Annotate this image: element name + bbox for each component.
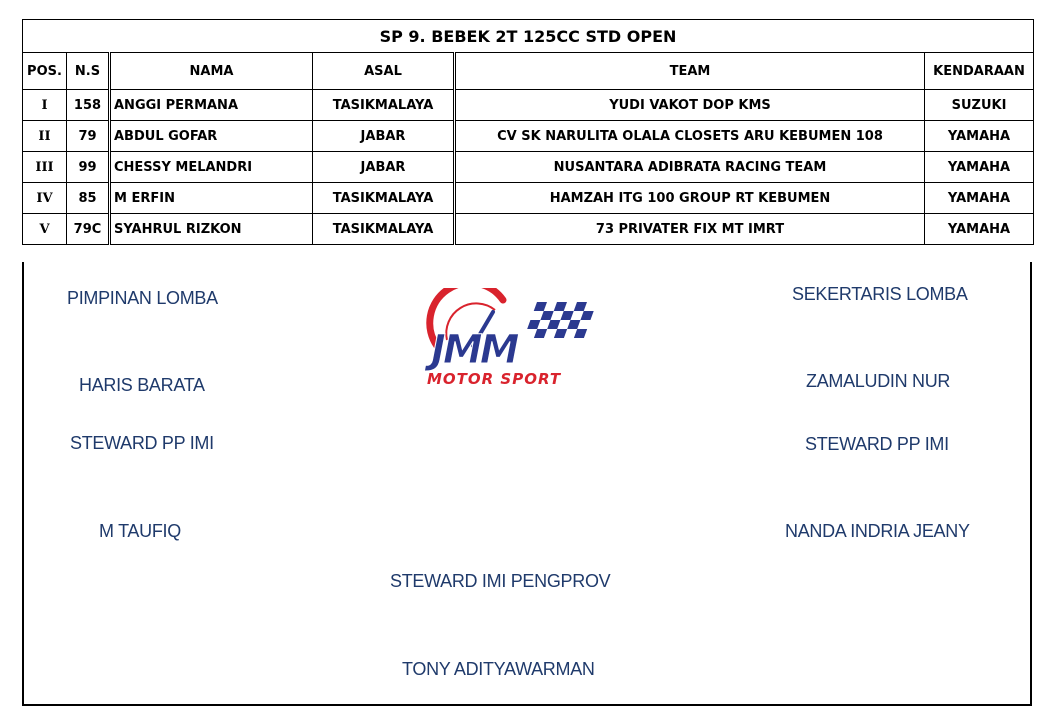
steward-left-title: STEWARD PP IMI (70, 433, 214, 453)
results-table (22, 19, 1034, 245)
cell-nama: M ERFIN (110, 183, 313, 214)
cell-kendaraan: YAMAHA (925, 152, 1034, 183)
header-pos: POS. (23, 53, 67, 90)
cell-ns: 85 (67, 183, 110, 214)
logo-graphic (425, 288, 615, 388)
cell-ns: 158 (67, 90, 110, 121)
cell-ns: 99 (67, 152, 110, 183)
cell-nama: ABDUL GOFAR (110, 121, 313, 152)
cell-kendaraan: YAMAHA (925, 183, 1034, 214)
sekertaris-title: SEKERTARIS LOMBA (792, 284, 968, 304)
cell-ns: 79 (67, 121, 110, 152)
cell-asal: JABAR (313, 152, 455, 183)
steward-right-title: STEWARD PP IMI (805, 434, 949, 454)
cell-kendaraan: SUZUKI (925, 90, 1034, 121)
header-asal: ASAL (313, 53, 455, 90)
cell-kendaraan: YAMAHA (925, 121, 1034, 152)
cell-ns: 79C (67, 214, 110, 245)
checkered-flag-icon (524, 302, 597, 338)
cell-team: NUSANTARA ADIBRATA RACING TEAM (455, 152, 925, 183)
pimpinan-title: PIMPINAN LOMBA (67, 288, 218, 308)
steward-right-name: NANDA INDRIA JEANY (785, 521, 970, 541)
header-ns: N.S (67, 53, 110, 90)
cell-team: HAMZAH ITG 100 GROUP RT KEBUMEN (455, 183, 925, 214)
table-title: SP 9. BEBEK 2T 125CC STD OPEN (23, 20, 1034, 53)
cell-asal: TASIKMALAYA (313, 214, 455, 245)
table-row (23, 90, 1034, 121)
jmm-motorsport-logo (425, 288, 615, 388)
table-row (23, 214, 1034, 245)
pimpinan-name: HARIS BARATA (79, 375, 205, 395)
cell-asal: JABAR (313, 121, 455, 152)
cell-pos: III (23, 152, 67, 183)
steward-center-name: TONY ADITYAWARMAN (402, 659, 595, 679)
header-team: TEAM (455, 53, 925, 90)
cell-pos: II (23, 121, 67, 152)
cell-team: CV SK NARULITA OLALA CLOSETS ARU KEBUMEN 108 (455, 121, 925, 152)
table-row (23, 121, 1034, 152)
table-title-row (23, 20, 1034, 53)
cell-asal: TASIKMALAYA (313, 183, 455, 214)
cell-kendaraan: YAMAHA (925, 214, 1034, 245)
sekertaris-name: ZAMALUDIN NUR (806, 371, 951, 391)
steward-left-name: M TAUFIQ (99, 521, 181, 541)
logo-text: JMM (431, 327, 517, 373)
steward-center-title: STEWARD IMI PENGPROV (390, 571, 611, 591)
table-header-row (23, 53, 1034, 90)
cell-pos: V (23, 214, 67, 245)
cell-team: YUDI VAKOT DOP KMS (455, 90, 925, 121)
table-row (23, 152, 1034, 183)
cell-team: 73 PRIVATER FIX MT IMRT (455, 214, 925, 245)
cell-asal: TASIKMALAYA (313, 90, 455, 121)
cell-nama: SYAHRUL RIZKON (110, 214, 313, 245)
table-row (23, 183, 1034, 214)
cell-pos: I (23, 90, 67, 121)
cell-pos: IV (23, 183, 67, 214)
logo-subtitle: MOTOR SPORT (427, 370, 562, 388)
cell-nama: ANGGI PERMANA (110, 90, 313, 121)
cell-nama: CHESSY MELANDRI (110, 152, 313, 183)
bottom-border (22, 704, 1032, 706)
header-nama: NAMA (110, 53, 313, 90)
header-kendaraan: KENDARAAN (925, 53, 1034, 90)
